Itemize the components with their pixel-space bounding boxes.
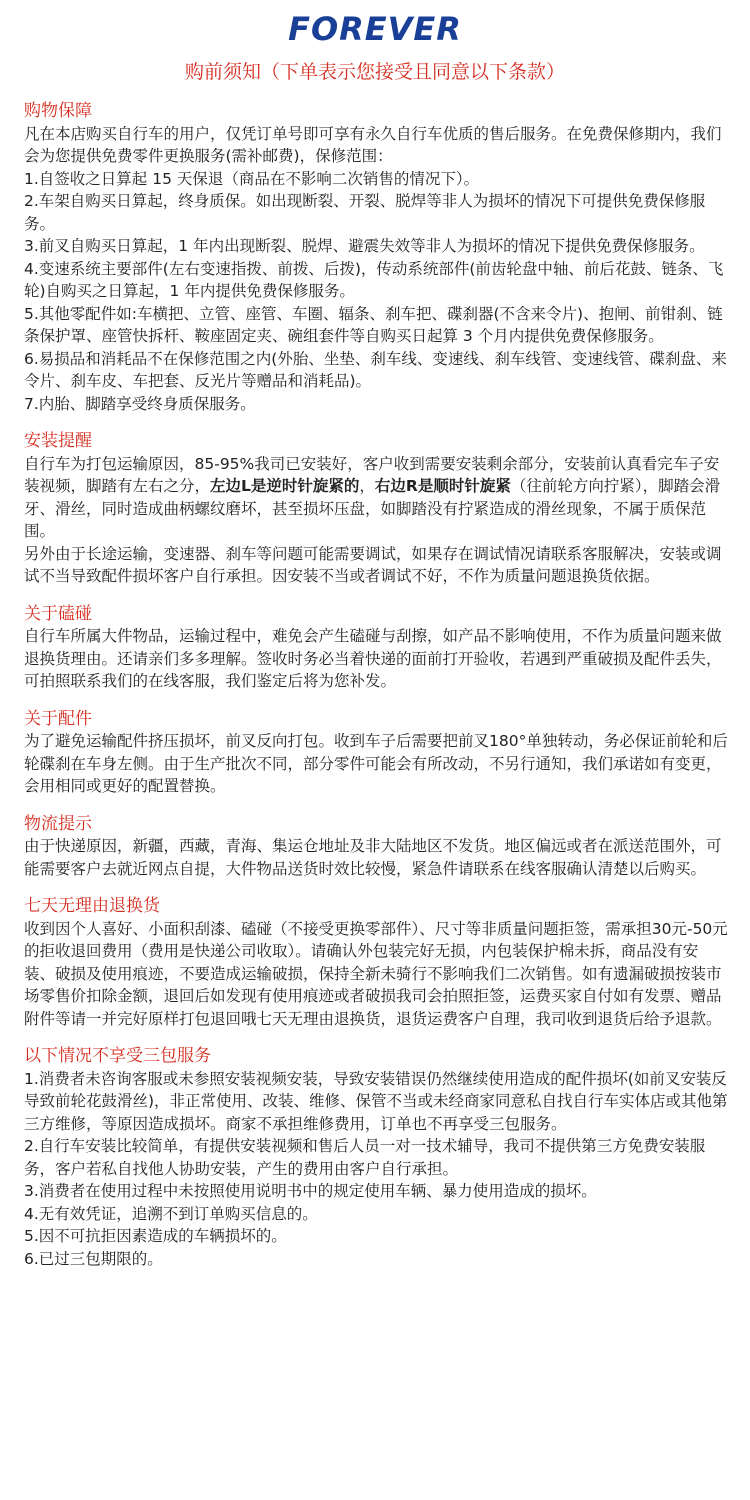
right-pedal-note: 右边R是顺时针旋紧 xyxy=(374,477,511,495)
list-item: 5.其他零配件如:车横把、立管、座管、车圈、辐条、刹车把、碟刹器(不含来令片)、抱闸、前钳刹、链条保护罩、座管快拆杆、鞍座固定夹、碗组套件等自购买日起算 3 个月内提供免费保修服务。 xyxy=(24,304,723,345)
list-item: 5.因不可抗拒因素造成的车辆损坏的。 xyxy=(24,1227,287,1245)
list-item: 3.消费者在使用过程中未按照使用说明书中的规定使用车辆、暴力使用造成的损坏。 xyxy=(24,1182,597,1200)
section-title: 安装提醒 xyxy=(24,431,92,451)
text-run: ， xyxy=(359,477,375,495)
paragraph: 为了避免运输配件挤压损坏，前叉反向打包。收到车子后需要把前叉180°单独转动，务必保证前轮和后轮碟刹在车身左侧。由于生产批次不同，部分零件可能会有所改动，不另行通知，我们承诺如有变更，会用相同或更好的配置替换。 xyxy=(24,732,728,795)
list-item: 4.无有效凭证，追溯不到订单购买信息的。 xyxy=(24,1204,318,1223)
paragraph xyxy=(24,453,728,543)
text-run: （往前轮方向拧紧），脚踏会滑牙、滑丝，同时造成曲柄螺纹磨坏，甚至损坏压盘，如脚踏没有拧紧造成的滑丝现象，不属于质保范围。 xyxy=(24,477,721,540)
section-warranty-exclusions xyxy=(24,1045,728,1270)
brand-logo xyxy=(0,10,750,48)
notice-title: 购前须知（下单表示您接受且同意以下条款） xyxy=(184,61,565,83)
section-title: 以下情况不享受三包服务 xyxy=(24,1046,211,1066)
section-bump-damage xyxy=(24,603,728,693)
section-seven-day-return xyxy=(24,895,728,1030)
list-item: 7.内胎、脚踏享受终身质保服务。 xyxy=(24,394,256,413)
list-item: 3.前叉自购买日算起，1 年内出现断裂、脱焊、避震失效等非人为损坏的情况下提供免费保修服务。 xyxy=(24,237,705,255)
section-title: 关于磕碰 xyxy=(24,603,92,624)
section-installation-reminder xyxy=(24,430,728,588)
list-item: 1.消费者未咨询客服或未参照安装视频安装，导致安装错误仍然继续使用造成的配件损坏(如前叉安装反导致前轮花鼓滑丝)，非正常使用、改装、维修、保管不当或未经商家同意私自找自行车实体店或其他第三方维修，等原因造成损坏。商家不承担维修费用，订单也不再享受三包服务。 xyxy=(24,1069,728,1133)
section-logistics xyxy=(24,813,728,881)
section-title: 购物保障 xyxy=(24,101,92,121)
list-item: 1.自签收之日算起 15 天保退（商品在不影响二次销售的情况下）。 xyxy=(24,169,480,188)
terms-content xyxy=(24,100,728,1285)
list-item: 6.已过三包期限的。 xyxy=(24,1249,163,1268)
paragraph: 凡在本店购买自行车的用户，仅凭订单号即可享有永久自行车优质的售后服务。在免费保修期内，我们会为您提供免费零件更换服务(需补邮费)，保修范围： xyxy=(24,124,722,165)
section-shopping-guarantee xyxy=(24,100,728,415)
list-item: 2.自行车安装比较简单，有提供安装视频和售后人员一对一技术辅导，我司不提供第三方免费安装服务，客户若私自找他人协助安装，产生的费用由客户自行承担。 xyxy=(24,1137,706,1178)
section-title: 物流提示 xyxy=(24,813,92,834)
list-item: 6.易损品和消耗品不在保修范围之内(外胎、坐垫、刹车线、变速线、刹车线管、变速线管、碟刹盘、来令片、刹车皮、车把套、反光片等赠品和消耗品)。 xyxy=(24,349,727,390)
text-run: 自行车为打包运输原因，85-95%我司已安装好，客户收到需要安装剩余部分，安装前认真看完车子安装视频，脚踏有左右之分， xyxy=(24,454,720,495)
paragraph: 自行车所属大件物品，运输过程中，难免会产生磕碰与刮擦，如产品不影响使用，不作为质量问题来做退换货理由。还请亲们多多理解。签收时务必当着快递的面前打开验收，若遇到严重破损及配件丢失，可拍照联系我们的在线客服，我们鉴定后将为您补发。 xyxy=(24,627,722,690)
paragraph: 另外由于长途运输，变速器、刹车等问题可能需要调试，如果存在调试情况请联系客服解决，安装或调试不当导致配件损坏客户自行承担。因安装不当或者调试不好，不作为质量问题退换货依据。 xyxy=(24,544,722,585)
section-accessories xyxy=(24,708,728,798)
section-title: 七天无理由退换货 xyxy=(24,896,160,916)
left-pedal-note: 左边L是逆时针旋紧的 xyxy=(210,477,360,495)
paragraph: 由于快递原因，新疆，西藏，青海、集运仓地址及非大陆地区不发货。地区偏远或者在派送范围外，可能需要客户去就近网点自提，大件物品送货时效比较慢，紧急件请联系在线客服确认清楚以后购买。 xyxy=(24,837,722,878)
paragraph: 收到因个人喜好、小面积刮漆、磕碰（不接受更换零部件）、尺寸等非质量问题拒签，需承担30元-50元的拒收退回费用（费用是快递公司收取）。请确认外包装完好无损，内包装保护棉未拆，商品没有安装、破损及使用痕迹，不要造成运输破损，保持全新未骑行不影响我们二次销售。如有遗漏破损按装市场零售价扣除金额，退回后如发现有使用痕迹或者破损我司会拍照拒签，运费买家自付如有发票、赠品附件等请一并完好原样打包退回哦七天无理由退换货，退货运费客户自理，我司收到退货后给予退款。 xyxy=(24,919,728,1028)
list-item: 2.车架自购买日算起，终身质保。如出现断裂、开裂、脱焊等非人为损坏的情况下可提供免费保修服务。 xyxy=(24,192,706,233)
brand-logo-text: FOREVER xyxy=(288,10,462,48)
section-title: 关于配件 xyxy=(24,708,92,729)
list-item: 4.变速系统主要部件(左右变速指拨、前拨、后拨)，传动系统部件(前齿轮盘中轴、前后花鼓、链条、飞轮)自购买之日算起，1 年内提供免费保修服务。 xyxy=(24,259,724,300)
